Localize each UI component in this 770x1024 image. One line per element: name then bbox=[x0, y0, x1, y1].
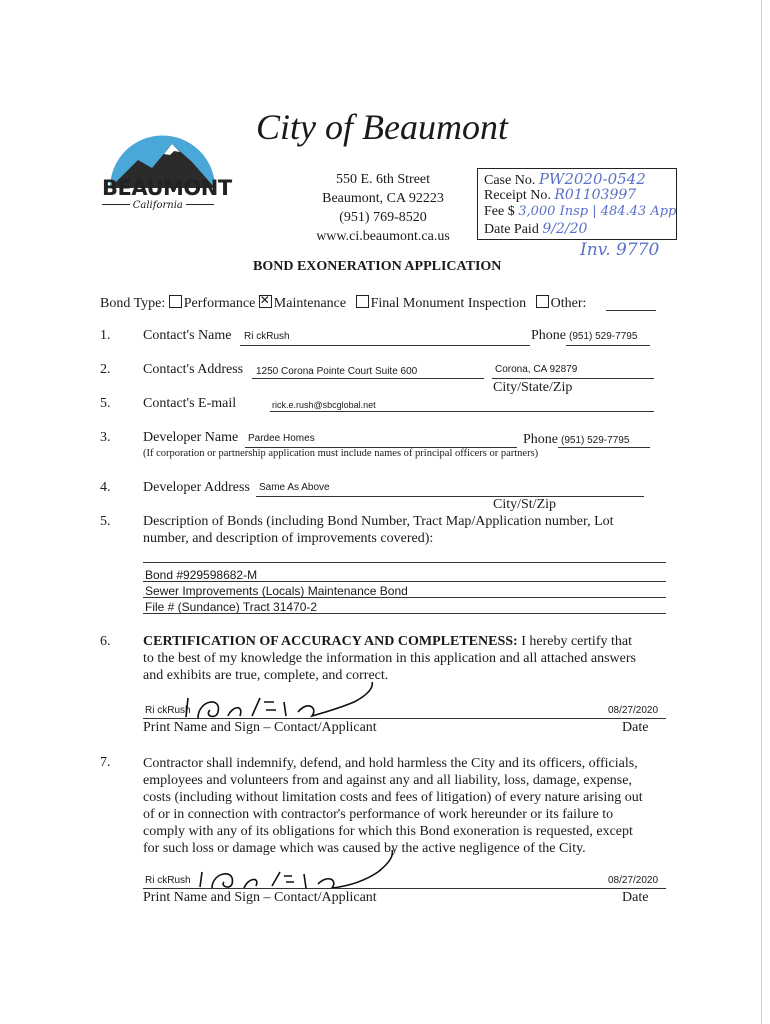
date-paid-value: 9/2/20 bbox=[542, 221, 588, 237]
indemnify-sign-label: Print Name and Sign – Contact/Applicant bbox=[143, 890, 377, 905]
logo-wordmark: BEAUMONT bbox=[102, 176, 232, 200]
final-monument-option-label: Final Monument Inspection bbox=[370, 296, 527, 311]
logo-subtitle: California bbox=[102, 199, 224, 211]
certification-print-name[interactable]: Ri ckRush bbox=[145, 705, 191, 716]
date-paid-label: Date Paid bbox=[484, 222, 539, 237]
contact-name-label: Contact's Name bbox=[143, 328, 232, 343]
item-number-4: 4. bbox=[100, 480, 111, 495]
indemnify-line-6: for such loss or damage which was caused by the active negligence of the City. bbox=[143, 841, 586, 856]
contact-citystatezip-value[interactable]: Corona, CA 92879 bbox=[495, 364, 578, 375]
address-city: Beaumont, CA 92223 bbox=[322, 191, 444, 206]
contact-address-value[interactable]: 1250 Corona Pointe Court Suite 600 bbox=[256, 366, 418, 377]
corporation-note: (If corporation or partnership application must include names of principal officers or partners) bbox=[143, 448, 539, 459]
city-st-zip-label: City/St/Zip bbox=[493, 497, 557, 512]
description-label-line-2: number, and description of improvements covered): bbox=[143, 531, 434, 546]
developer-phone-line bbox=[558, 447, 650, 448]
developer-address-label: Developer Address bbox=[143, 480, 250, 495]
indemnify-line-4: of or in connection with contractor's performance of work hereunder or its failure to bbox=[143, 807, 614, 822]
maintenance-checkbox[interactable] bbox=[259, 295, 272, 308]
bond-type-row bbox=[100, 295, 586, 312]
description-value-line-1[interactable]: Bond #929598682-M bbox=[145, 568, 258, 582]
developer-address-line bbox=[256, 496, 644, 497]
address-phone: (951) 769-8520 bbox=[339, 210, 427, 225]
date-paid-row bbox=[484, 221, 587, 238]
indemnify-line-2: employees and volunteers from and against any and all liability, loss, damage, expense, bbox=[143, 773, 632, 788]
certification-signature-line bbox=[143, 718, 666, 719]
city-title: City of Beaumont bbox=[256, 107, 508, 147]
indemnify-line-3: costs (including without limitation costs and fees of litigation) of every nature arising out bbox=[143, 790, 643, 805]
developer-address-value[interactable]: Same As Above bbox=[259, 482, 330, 493]
form-title: BOND EXONERATION APPLICATION bbox=[253, 259, 502, 274]
contact-phone-line bbox=[566, 345, 650, 346]
case-no-label: Case No. bbox=[484, 173, 536, 188]
item-number-5a: 5. bbox=[100, 396, 111, 411]
bond-type-label: Bond Type: bbox=[100, 296, 166, 311]
other-field-line[interactable] bbox=[606, 310, 656, 311]
developer-name-value[interactable]: Pardee Homes bbox=[248, 433, 315, 444]
description-value-line-2[interactable]: Sewer Improvements (Locals) Maintenance Bond bbox=[145, 584, 408, 598]
description-label-line-1: Description of Bonds (including Bond Number, Tract Map/Application number, Lot bbox=[143, 514, 614, 529]
address-street: 550 E. 6th Street bbox=[335, 172, 431, 187]
indemnify-signature-image bbox=[180, 842, 420, 892]
contact-phone-label: Phone bbox=[531, 328, 566, 343]
developer-phone-value[interactable]: (951) 529-7795 bbox=[561, 435, 630, 446]
item-number-2: 2. bbox=[100, 362, 111, 377]
other-checkbox[interactable] bbox=[536, 295, 549, 308]
description-blank-line bbox=[143, 562, 666, 563]
description-line-1 bbox=[143, 581, 666, 582]
certification-text-1: I hereby certify that bbox=[517, 634, 632, 649]
contact-address-label: Contact's Address bbox=[143, 362, 244, 377]
email-label: Contact's E-mail bbox=[143, 396, 237, 411]
contact-address-line bbox=[252, 378, 484, 379]
developer-phone-label: Phone bbox=[523, 432, 558, 447]
performance-option-label: Performance bbox=[183, 296, 256, 311]
certification-line-2: to the best of my knowledge the information in this application and all attached answers bbox=[143, 651, 636, 666]
receipt-no-row bbox=[484, 187, 636, 204]
final-monument-checkbox[interactable] bbox=[356, 295, 369, 308]
indemnify-date-label: Date bbox=[622, 890, 649, 905]
fee-value: 3,000 Insp | 484.43 App bbox=[518, 204, 677, 219]
certification-date-label: Date bbox=[622, 720, 649, 735]
contact-citystatezip-line bbox=[492, 378, 654, 379]
contact-phone-value[interactable]: (951) 529-7795 bbox=[569, 331, 638, 342]
item-number-1: 1. bbox=[100, 328, 111, 343]
certification-date-value[interactable]: 08/27/2020 bbox=[608, 705, 659, 716]
certification-signature-image bbox=[170, 672, 410, 722]
indemnify-line-5: comply with any of its obligations for which this Bond exoneration is requested, except bbox=[143, 824, 633, 839]
description-line-2 bbox=[143, 597, 666, 598]
contact-name-line bbox=[240, 345, 530, 346]
performance-checkbox[interactable] bbox=[169, 295, 182, 308]
item-number-5b: 5. bbox=[100, 514, 111, 529]
page-edge-line bbox=[761, 0, 762, 1024]
other-option-label: Other: bbox=[550, 296, 587, 311]
indemnify-line-1: Contractor shall indemnify, defend, and hold harmless the City and its officers, officials, bbox=[143, 756, 638, 771]
contact-name-value[interactable]: Ri ckRush bbox=[244, 331, 290, 342]
item-number-7: 7. bbox=[100, 755, 111, 770]
indemnify-date-value[interactable]: 08/27/2020 bbox=[608, 875, 659, 886]
receipt-no-value: R01103997 bbox=[554, 187, 637, 203]
indemnify-signature-line bbox=[143, 888, 666, 889]
email-line bbox=[270, 411, 654, 412]
description-line-3 bbox=[143, 613, 666, 614]
email-value[interactable]: rick.e.rush@sbcglobal.net bbox=[272, 400, 376, 410]
certification-heading: CERTIFICATION OF ACCURACY AND COMPLETENESS: bbox=[143, 634, 518, 649]
invoice-note: Inv. 9770 bbox=[580, 240, 660, 260]
address-website: www.ci.beaumont.ca.us bbox=[316, 229, 450, 244]
item-number-6: 6. bbox=[100, 634, 111, 649]
certification-line-3: and exhibits are true, complete, and correct. bbox=[143, 668, 389, 683]
item-number-3: 3. bbox=[100, 430, 111, 445]
developer-name-label: Developer Name bbox=[143, 430, 239, 445]
maintenance-option-label: Maintenance bbox=[273, 296, 347, 311]
case-no-value: PW2020-0542 bbox=[538, 170, 646, 188]
address-block bbox=[308, 170, 458, 246]
description-value-line-3[interactable]: File # (Sundance) Tract 31470-2 bbox=[145, 600, 318, 614]
certification-line-1 bbox=[143, 634, 632, 650]
city-state-zip-label: City/State/Zip bbox=[493, 380, 573, 395]
receipt-no-label: Receipt No. bbox=[484, 188, 551, 203]
fee-label: Fee $ bbox=[484, 204, 515, 219]
certification-sign-label: Print Name and Sign – Contact/Applicant bbox=[143, 720, 377, 735]
fee-row bbox=[484, 204, 676, 220]
indemnify-print-name[interactable]: Ri ckRush bbox=[145, 875, 191, 886]
